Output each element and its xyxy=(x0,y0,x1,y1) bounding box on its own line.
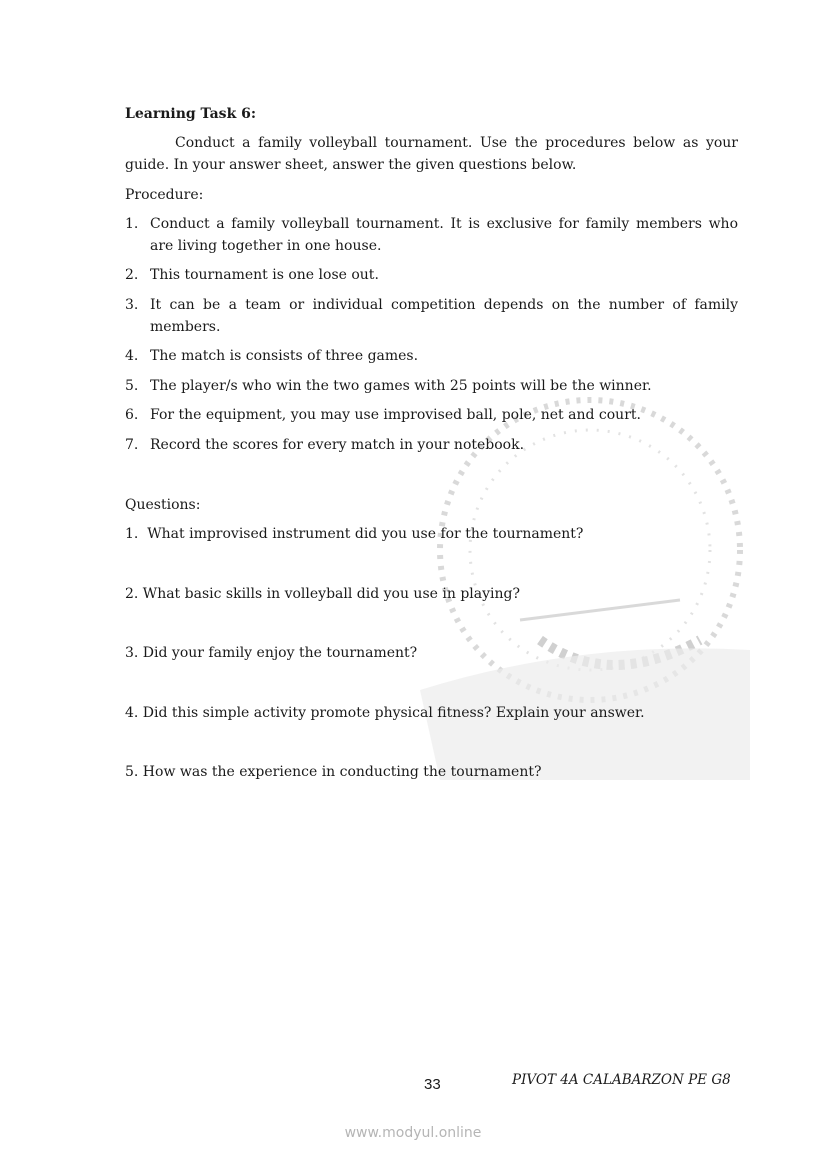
item-text: Conduct a family volleyball tournament. It is exclusive for family members who are living together in one house. xyxy=(150,216,738,254)
questions-label: Questions: xyxy=(125,497,201,513)
item-number: 1. xyxy=(125,216,139,232)
question-item: 1. What improvised instrument did you use for the tournament? xyxy=(125,526,584,542)
item-number: 3. xyxy=(125,297,139,313)
item-number: 6. xyxy=(125,407,139,423)
procedure-item xyxy=(125,213,738,257)
task-title: Learning Task 6: xyxy=(125,106,257,122)
question-item: 2. What basic skills in volleyball did you use in playing? xyxy=(125,586,520,602)
procedure-item xyxy=(125,294,738,338)
question-item: 5. How was the experience in conducting the tournament? xyxy=(125,764,542,780)
item-text: The player/s who win the two games with 25 points will be the winner. xyxy=(150,378,652,394)
intro-paragraph: Conduct a family volleyball tournament. Use the procedures below as your guide. In your answer sheet, answer the given questions below. xyxy=(125,135,738,173)
item-text: This tournament is one lose out. xyxy=(150,267,379,283)
item-number: 5. xyxy=(125,378,139,394)
question-item: 4. Did this simple activity promote physical fitness? Explain your answer. xyxy=(125,705,645,721)
procedure-item xyxy=(125,375,738,397)
item-text: It can be a team or individual competition depends on the number of family members. xyxy=(150,297,738,335)
procedure-item xyxy=(125,264,738,286)
page-number: 33 xyxy=(424,1076,441,1093)
procedure-item xyxy=(125,345,738,367)
item-number: 2. xyxy=(125,267,139,283)
procedure-label: Procedure: xyxy=(125,187,204,203)
item-number: 7. xyxy=(125,437,139,453)
item-text: For the equipment, you may use improvised ball, pole, net and court. xyxy=(150,407,641,423)
item-text: The match is consists of three games. xyxy=(150,348,419,364)
site-watermark: www.modyul.online xyxy=(344,1125,482,1141)
footer-series: PIVOT 4A CALABARZON PE G8 xyxy=(512,1072,731,1088)
item-number: 4. xyxy=(125,348,139,364)
question-item: 3. Did your family enjoy the tournament? xyxy=(125,645,418,661)
procedure-item xyxy=(125,434,738,456)
item-text: Record the scores for every match in your notebook. xyxy=(150,437,525,453)
procedure-item xyxy=(125,404,738,426)
